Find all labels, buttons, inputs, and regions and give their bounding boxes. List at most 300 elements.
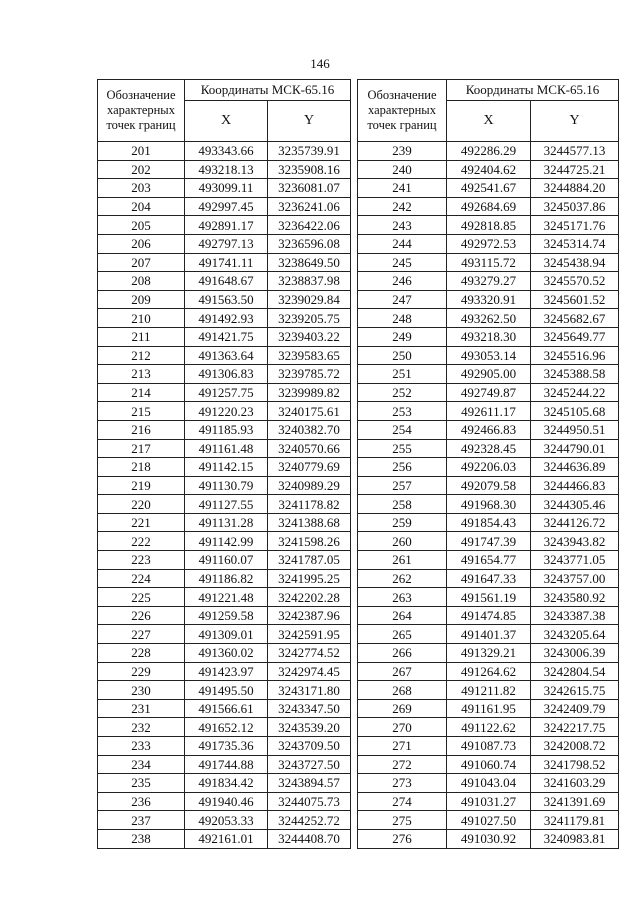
table-row: [98, 197, 351, 216]
y-coordinate-cell: 3243894.57: [268, 774, 351, 793]
table-row: [98, 234, 351, 253]
point-id-cell: 215: [98, 402, 185, 421]
y-coordinate-cell: 3243347.50: [268, 699, 351, 718]
point-id-cell: 243: [358, 216, 447, 235]
table-row: [98, 383, 351, 402]
y-coordinate-cell: 3241787.05: [268, 551, 351, 570]
table-row: [98, 142, 351, 161]
table-row: [358, 532, 619, 551]
x-coordinate-cell: 492541.67: [447, 179, 531, 198]
y-coordinate-cell: 3242804.54: [531, 662, 619, 681]
y-coordinate-cell: 3245105.68: [531, 402, 619, 421]
point-id-cell: 260: [358, 532, 447, 551]
y-coordinate-cell: 3239989.82: [268, 383, 351, 402]
x-coordinate-cell: 492161.01: [185, 829, 268, 848]
y-coordinate-cell: 3242774.52: [268, 644, 351, 663]
table-row: [98, 737, 351, 756]
x-header: X: [447, 101, 531, 142]
y-coordinate-cell: 3235908.16: [268, 160, 351, 179]
point-id-cell: 251: [358, 365, 447, 384]
x-coordinate-cell: 491360.02: [185, 644, 268, 663]
y-coordinate-cell: 3240983.81: [531, 829, 619, 848]
point-id-cell: 225: [98, 588, 185, 607]
table-row: [98, 402, 351, 421]
point-id-cell: 220: [98, 495, 185, 514]
point-id-cell: 248: [358, 309, 447, 328]
point-id-cell: 253: [358, 402, 447, 421]
x-coordinate-cell: 492905.00: [447, 365, 531, 384]
x-coordinate-cell: 491142.99: [185, 532, 268, 551]
x-coordinate-cell: 493343.66: [185, 142, 268, 161]
table-row: [358, 309, 619, 328]
y-coordinate-cell: 3240989.29: [268, 476, 351, 495]
x-coordinate-cell: 492997.45: [185, 197, 268, 216]
x-coordinate-cell: 492206.03: [447, 458, 531, 477]
table-row: [358, 327, 619, 346]
coordinates-body-left: [98, 142, 351, 849]
y-coordinate-cell: 3240382.70: [268, 420, 351, 439]
table-row: [98, 588, 351, 607]
y-coordinate-cell: 3243757.00: [531, 569, 619, 588]
x-coordinate-cell: 492797.13: [185, 234, 268, 253]
point-id-cell: 239: [358, 142, 447, 161]
point-label-header: Обозначение характерных точек границ: [358, 80, 447, 142]
x-coordinate-cell: 491747.39: [447, 532, 531, 551]
point-id-cell: 222: [98, 532, 185, 551]
x-coordinate-cell: 492611.17: [447, 402, 531, 421]
x-coordinate-cell: 491127.55: [185, 495, 268, 514]
table-row: [98, 644, 351, 663]
x-coordinate-cell: 491122.62: [447, 718, 531, 737]
point-id-cell: 271: [358, 737, 447, 756]
table-row: [358, 197, 619, 216]
point-id-cell: 229: [98, 662, 185, 681]
x-coordinate-cell: 491495.50: [185, 681, 268, 700]
x-coordinate-cell: 491142.15: [185, 458, 268, 477]
x-coordinate-cell: 491060.74: [447, 755, 531, 774]
y-coordinate-cell: 3244408.70: [268, 829, 351, 848]
table-row: [358, 160, 619, 179]
y-coordinate-cell: 3243171.80: [268, 681, 351, 700]
table-row: [358, 644, 619, 663]
x-coordinate-cell: 491131.28: [185, 513, 268, 532]
table-row: [98, 792, 351, 811]
table-row: [98, 495, 351, 514]
y-coordinate-cell: 3239403.22: [268, 327, 351, 346]
coordinates-table-left: [97, 79, 351, 849]
x-coordinate-cell: 491211.82: [447, 681, 531, 700]
point-id-cell: 218: [98, 458, 185, 477]
point-id-cell: 223: [98, 551, 185, 570]
point-id-cell: 203: [98, 179, 185, 198]
point-id-cell: 201: [98, 142, 185, 161]
table-row: [358, 439, 619, 458]
table-row: [98, 699, 351, 718]
point-id-cell: 272: [358, 755, 447, 774]
x-coordinate-cell: 493218.30: [447, 327, 531, 346]
point-id-cell: 204: [98, 197, 185, 216]
table-row: [98, 755, 351, 774]
point-label-header: Обозначение характерных точек границ: [98, 80, 185, 142]
table-row: [358, 513, 619, 532]
y-coordinate-cell: 3242202.28: [268, 588, 351, 607]
point-id-cell: 267: [358, 662, 447, 681]
table-row: [98, 625, 351, 644]
table-row: [358, 179, 619, 198]
x-coordinate-cell: 491854.43: [447, 513, 531, 532]
y-coordinate-cell: 3245438.94: [531, 253, 619, 272]
x-coordinate-cell: 492053.33: [185, 811, 268, 830]
coordinates-tables: [97, 79, 619, 849]
table-row: [358, 774, 619, 793]
table-row: [98, 513, 351, 532]
table-row: [98, 309, 351, 328]
table-row: [98, 532, 351, 551]
y-coordinate-cell: 3241179.81: [531, 811, 619, 830]
table-row: [358, 420, 619, 439]
x-coordinate-cell: 491652.12: [185, 718, 268, 737]
table-row: [98, 476, 351, 495]
y-coordinate-cell: 3244950.51: [531, 420, 619, 439]
x-coordinate-cell: 491329.21: [447, 644, 531, 663]
point-id-cell: 238: [98, 829, 185, 848]
table-row: [358, 737, 619, 756]
point-id-cell: 252: [358, 383, 447, 402]
y-coordinate-cell: 3244466.83: [531, 476, 619, 495]
y-coordinate-cell: 3245314.74: [531, 234, 619, 253]
x-coordinate-cell: 491130.79: [185, 476, 268, 495]
y-coordinate-cell: 3241178.82: [268, 495, 351, 514]
x-coordinate-cell: 492972.53: [447, 234, 531, 253]
coordinates-body-right: [358, 142, 619, 849]
point-id-cell: 236: [98, 792, 185, 811]
page-number: 146: [310, 56, 330, 71]
point-id-cell: 249: [358, 327, 447, 346]
x-coordinate-cell: 492079.58: [447, 476, 531, 495]
y-coordinate-cell: 3236596.08: [268, 234, 351, 253]
x-coordinate-cell: 493053.14: [447, 346, 531, 365]
x-coordinate-cell: 491257.75: [185, 383, 268, 402]
y-coordinate-cell: 3245244.22: [531, 383, 619, 402]
point-id-cell: 224: [98, 569, 185, 588]
point-id-cell: 268: [358, 681, 447, 700]
y-coordinate-cell: 3241603.29: [531, 774, 619, 793]
x-coordinate-cell: 493115.72: [447, 253, 531, 272]
table-row: [358, 718, 619, 737]
point-id-cell: 232: [98, 718, 185, 737]
x-coordinate-cell: 491474.85: [447, 606, 531, 625]
point-id-cell: 209: [98, 290, 185, 309]
table-row: [358, 755, 619, 774]
x-coordinate-cell: 491186.82: [185, 569, 268, 588]
y-coordinate-cell: 3245037.86: [531, 197, 619, 216]
x-coordinate-cell: 493218.13: [185, 160, 268, 179]
x-coordinate-cell: 491561.19: [447, 588, 531, 607]
x-coordinate-cell: 491264.62: [447, 662, 531, 681]
table-row: [358, 829, 619, 848]
point-id-cell: 261: [358, 551, 447, 570]
y-coordinate-cell: 3243205.64: [531, 625, 619, 644]
x-coordinate-cell: 491030.92: [447, 829, 531, 848]
y-coordinate-cell: 3243006.39: [531, 644, 619, 663]
table-row: [358, 458, 619, 477]
y-coordinate-cell: 3242217.75: [531, 718, 619, 737]
point-id-cell: 265: [358, 625, 447, 644]
x-coordinate-cell: 492891.17: [185, 216, 268, 235]
x-coordinate-cell: 491744.88: [185, 755, 268, 774]
point-id-cell: 247: [358, 290, 447, 309]
y-coordinate-cell: 3244252.72: [268, 811, 351, 830]
x-coordinate-cell: 491421.75: [185, 327, 268, 346]
point-id-cell: 214: [98, 383, 185, 402]
point-id-cell: 266: [358, 644, 447, 663]
y-coordinate-cell: 3244725.21: [531, 160, 619, 179]
point-id-cell: 246: [358, 272, 447, 291]
x-coordinate-cell: 491741.11: [185, 253, 268, 272]
x-coordinate-cell: 491185.93: [185, 420, 268, 439]
y-coordinate-cell: 3236422.06: [268, 216, 351, 235]
x-coordinate-cell: 491259.58: [185, 606, 268, 625]
y-coordinate-cell: 3244636.89: [531, 458, 619, 477]
table-row: [98, 253, 351, 272]
y-coordinate-cell: 3242387.96: [268, 606, 351, 625]
point-id-cell: 206: [98, 234, 185, 253]
table-row: [358, 272, 619, 291]
table-row: [98, 179, 351, 198]
x-coordinate-cell: 491087.73: [447, 737, 531, 756]
x-coordinate-cell: 492404.62: [447, 160, 531, 179]
point-id-cell: 254: [358, 420, 447, 439]
y-coordinate-cell: 3236081.07: [268, 179, 351, 198]
y-coordinate-cell: 3242974.45: [268, 662, 351, 681]
table-row: [358, 495, 619, 514]
x-coordinate-cell: 492684.69: [447, 197, 531, 216]
point-id-cell: 217: [98, 439, 185, 458]
y-coordinate-cell: 3238649.50: [268, 253, 351, 272]
x-coordinate-cell: 491363.64: [185, 346, 268, 365]
point-id-cell: 216: [98, 420, 185, 439]
point-id-cell: 262: [358, 569, 447, 588]
point-id-cell: 237: [98, 811, 185, 830]
point-id-cell: 240: [358, 160, 447, 179]
y-coordinate-cell: 3243387.38: [531, 606, 619, 625]
point-id-cell: 230: [98, 681, 185, 700]
y-coordinate-cell: 3245171.76: [531, 216, 619, 235]
table-row: [98, 681, 351, 700]
point-id-cell: 264: [358, 606, 447, 625]
x-coordinate-cell: 491401.37: [447, 625, 531, 644]
y-coordinate-cell: 3239785.72: [268, 365, 351, 384]
table-row: [98, 551, 351, 570]
x-coordinate-cell: 493262.50: [447, 309, 531, 328]
y-coordinate-cell: 3239205.75: [268, 309, 351, 328]
table-row: [98, 569, 351, 588]
table-row: [98, 811, 351, 830]
y-coordinate-cell: 3240570.66: [268, 439, 351, 458]
table-row: [358, 142, 619, 161]
x-coordinate-cell: 491566.61: [185, 699, 268, 718]
coord-system-header: Координаты МСК-65.16: [185, 80, 351, 101]
point-id-cell: 231: [98, 699, 185, 718]
table-row: [98, 160, 351, 179]
table-row: [98, 829, 351, 848]
x-coordinate-cell: 491940.46: [185, 792, 268, 811]
x-coordinate-cell: 492466.83: [447, 420, 531, 439]
point-id-cell: 242: [358, 197, 447, 216]
table-row: [98, 216, 351, 235]
y-coordinate-cell: 3245649.77: [531, 327, 619, 346]
point-id-cell: 205: [98, 216, 185, 235]
point-id-cell: 228: [98, 644, 185, 663]
y-coordinate-cell: 3243943.82: [531, 532, 619, 551]
y-coordinate-cell: 3239029.84: [268, 290, 351, 309]
point-id-cell: 208: [98, 272, 185, 291]
y-coordinate-cell: 3243727.50: [268, 755, 351, 774]
point-id-cell: 273: [358, 774, 447, 793]
table-row: [358, 346, 619, 365]
point-id-cell: 276: [358, 829, 447, 848]
coord-system-header: Координаты МСК-65.16: [447, 80, 619, 101]
y-coordinate-cell: 3243539.20: [268, 718, 351, 737]
y-coordinate-cell: 3244577.13: [531, 142, 619, 161]
y-coordinate-cell: 3235739.91: [268, 142, 351, 161]
point-id-cell: 227: [98, 625, 185, 644]
x-coordinate-cell: 492286.29: [447, 142, 531, 161]
y-header: Y: [268, 101, 351, 142]
y-coordinate-cell: 3244126.72: [531, 513, 619, 532]
y-coordinate-cell: 3245516.96: [531, 346, 619, 365]
x-coordinate-cell: 491647.33: [447, 569, 531, 588]
x-header: X: [185, 101, 268, 142]
x-coordinate-cell: 491043.04: [447, 774, 531, 793]
table-row: [98, 774, 351, 793]
y-coordinate-cell: 3245682.67: [531, 309, 619, 328]
y-coordinate-cell: 3244075.73: [268, 792, 351, 811]
point-id-cell: 245: [358, 253, 447, 272]
table-row: [98, 290, 351, 309]
point-id-cell: 241: [358, 179, 447, 198]
y-coordinate-cell: 3242615.75: [531, 681, 619, 700]
x-coordinate-cell: 491220.23: [185, 402, 268, 421]
x-coordinate-cell: 492749.87: [447, 383, 531, 402]
y-coordinate-cell: 3240175.61: [268, 402, 351, 421]
point-id-cell: 202: [98, 160, 185, 179]
table-row: [98, 718, 351, 737]
point-id-cell: 258: [358, 495, 447, 514]
table-row: [358, 383, 619, 402]
point-id-cell: 270: [358, 718, 447, 737]
point-id-cell: 233: [98, 737, 185, 756]
point-id-cell: 263: [358, 588, 447, 607]
table-row: [358, 551, 619, 570]
table-row: [98, 327, 351, 346]
table-row: [98, 606, 351, 625]
y-coordinate-cell: 3240779.69: [268, 458, 351, 477]
x-coordinate-cell: 491031.27: [447, 792, 531, 811]
x-coordinate-cell: 491161.95: [447, 699, 531, 718]
table-row: [98, 365, 351, 384]
x-coordinate-cell: 491423.97: [185, 662, 268, 681]
x-coordinate-cell: 491563.50: [185, 290, 268, 309]
point-id-cell: 259: [358, 513, 447, 532]
x-coordinate-cell: 493099.11: [185, 179, 268, 198]
y-coordinate-cell: 3243580.92: [531, 588, 619, 607]
point-id-cell: 234: [98, 755, 185, 774]
point-id-cell: 275: [358, 811, 447, 830]
point-id-cell: 221: [98, 513, 185, 532]
table-row: [98, 439, 351, 458]
y-coordinate-cell: 3239583.65: [268, 346, 351, 365]
table-row: [358, 588, 619, 607]
table-row: [98, 272, 351, 291]
point-id-cell: 269: [358, 699, 447, 718]
point-id-cell: 250: [358, 346, 447, 365]
table-row: [358, 811, 619, 830]
table-row: [358, 625, 619, 644]
table-row: [358, 606, 619, 625]
table-row: [358, 365, 619, 384]
y-coordinate-cell: 3245601.52: [531, 290, 619, 309]
x-coordinate-cell: 491027.50: [447, 811, 531, 830]
point-id-cell: 257: [358, 476, 447, 495]
x-coordinate-cell: 491648.67: [185, 272, 268, 291]
x-coordinate-cell: 491654.77: [447, 551, 531, 570]
y-coordinate-cell: 3236241.06: [268, 197, 351, 216]
x-coordinate-cell: 493320.91: [447, 290, 531, 309]
table-row: [358, 290, 619, 309]
x-coordinate-cell: 491160.07: [185, 551, 268, 570]
y-coordinate-cell: 3238837.98: [268, 272, 351, 291]
y-coordinate-cell: 3241388.68: [268, 513, 351, 532]
table-row: [358, 792, 619, 811]
point-id-cell: 274: [358, 792, 447, 811]
point-id-cell: 256: [358, 458, 447, 477]
y-coordinate-cell: 3242591.95: [268, 625, 351, 644]
table-row: [358, 216, 619, 235]
table-row: [358, 402, 619, 421]
point-id-cell: 255: [358, 439, 447, 458]
x-coordinate-cell: 491968.30: [447, 495, 531, 514]
y-coordinate-cell: 3243709.50: [268, 737, 351, 756]
point-id-cell: 213: [98, 365, 185, 384]
y-coordinate-cell: 3244305.46: [531, 495, 619, 514]
coordinates-table-right: [357, 79, 619, 849]
table-row: [358, 569, 619, 588]
y-coordinate-cell: 3242409.79: [531, 699, 619, 718]
y-coordinate-cell: 3242008.72: [531, 737, 619, 756]
x-coordinate-cell: 491306.83: [185, 365, 268, 384]
y-header: Y: [531, 101, 619, 142]
table-row: [98, 458, 351, 477]
point-id-cell: 235: [98, 774, 185, 793]
y-coordinate-cell: 3243771.05: [531, 551, 619, 570]
y-coordinate-cell: 3241798.52: [531, 755, 619, 774]
y-coordinate-cell: 3241391.69: [531, 792, 619, 811]
point-id-cell: 211: [98, 327, 185, 346]
x-coordinate-cell: 493279.27: [447, 272, 531, 291]
x-coordinate-cell: 492818.85: [447, 216, 531, 235]
point-id-cell: 226: [98, 606, 185, 625]
y-coordinate-cell: 3244884.20: [531, 179, 619, 198]
table-row: [98, 420, 351, 439]
x-coordinate-cell: 492328.45: [447, 439, 531, 458]
point-id-cell: 212: [98, 346, 185, 365]
table-row: [358, 476, 619, 495]
point-id-cell: 244: [358, 234, 447, 253]
y-coordinate-cell: 3245570.52: [531, 272, 619, 291]
point-id-cell: 207: [98, 253, 185, 272]
y-coordinate-cell: 3244790.01: [531, 439, 619, 458]
